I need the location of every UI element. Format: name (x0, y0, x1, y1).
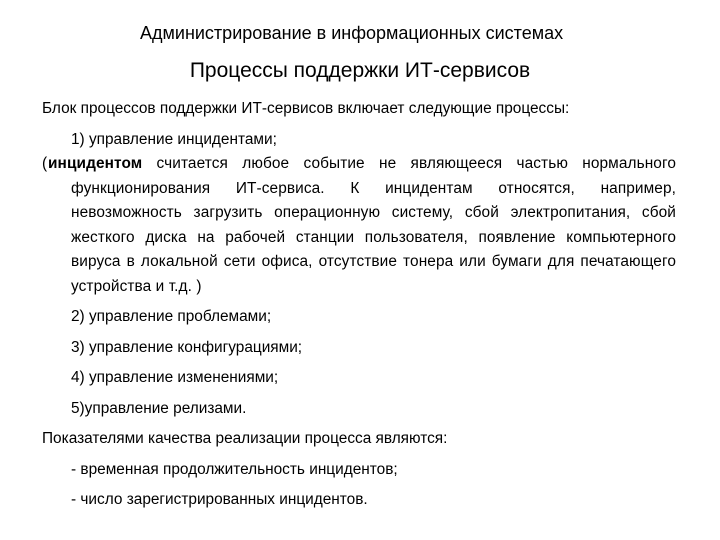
list-item-configurations: 3) управление конфигурациями; (71, 338, 303, 356)
intro-text: Блок процессов поддержки ИТ-сервисов включает следующие процессы: (42, 100, 570, 117)
course-header: Администрирование в информационных системах (140, 23, 564, 43)
definition-text: считается любое событие не являющееся частью нормального функционирования ИТ-сервиса. К инцидентам относятся, например, невозможность загрузить операционную систему, сбой электропитания, сбой жесткого диска на рабочей станции пользователя, появление компьютерного вируса в локальной сети офиса, отсутствие тонера или бумаги для печатающего устройства и т.д. ) (71, 155, 676, 295)
incident-definition (42, 152, 676, 299)
slide-title (0, 58, 720, 84)
metric-item-count: - число зарегистрированных инцидентов. (71, 491, 368, 508)
metric-item-duration: - временная продолжительность инцидентов; (71, 460, 398, 478)
list-item-incidents: 1) управление инцидентами; (71, 130, 277, 148)
slide-title-text: Процессы поддержки ИТ-сервисов (189, 59, 531, 82)
metrics-intro-text: Показателями качества реализации процесса являются: (42, 430, 448, 447)
definition-term: инцидентом (48, 155, 143, 172)
list-item-changes: 4) управление изменениями; (71, 369, 279, 386)
list-item-releases: 5)управление релизами. (71, 399, 247, 417)
definition-open-paren: ( (42, 155, 48, 172)
list-item-problems: 2) управление проблемами; (71, 308, 272, 325)
slide-body (42, 97, 676, 513)
